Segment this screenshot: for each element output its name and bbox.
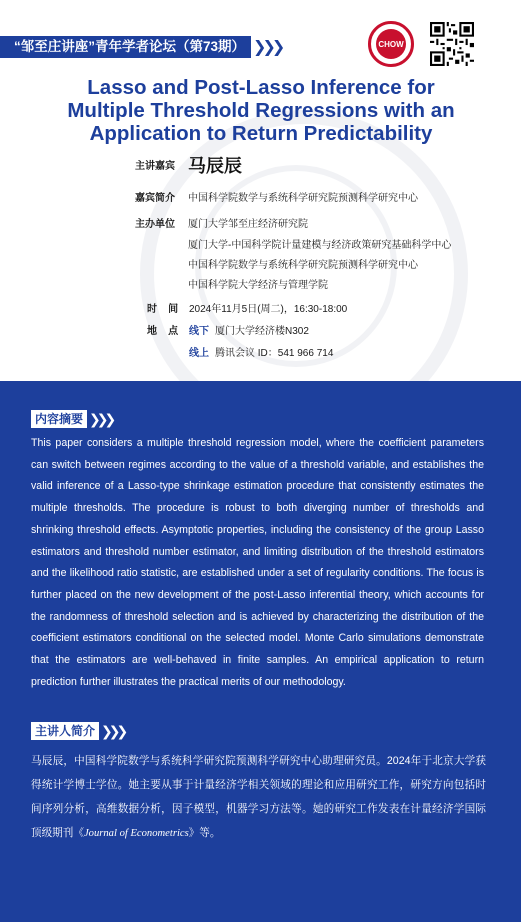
- bio-heading: [31, 722, 124, 740]
- talk-title: [20, 76, 502, 145]
- poster-header: [0, 0, 521, 381]
- logo-text: CHOW: [376, 29, 406, 59]
- abstract-heading: [31, 410, 112, 428]
- forum-banner-text: “邹至庄讲座”青年学者论坛（第73期）: [0, 36, 251, 58]
- offline-location: [189, 322, 309, 337]
- chevrons-icon: ❯❯❯: [253, 39, 282, 56]
- intro-label: 嘉宾简介: [135, 193, 175, 204]
- offline-value: 厦门大学经济楼N302: [215, 326, 309, 337]
- chevrons-icon: ❯❯❯: [101, 722, 125, 739]
- offline-tag: 线下: [189, 326, 209, 337]
- abstract-heading-text: 内容摘要: [31, 410, 87, 428]
- organizer-label: 主办单位: [135, 219, 175, 230]
- talk-title-line: Multiple Threshold Regressions with an: [67, 99, 455, 122]
- online-value: 腾讯会议 ID：541 966 714: [215, 348, 334, 359]
- abstract-text: This paper considers a multiple threshold regression model, where the coefficient parameters can switch between regimes according to the value of a threshold variable, and establishes the valid inference of a Lasso-type shrinkage estimation procedure that consistently estimates the multiple thresholds. The procedure is robust to both diverging number of thresholds and shrinking threshold effects. Asymptotic properties, including the consistency of the group Lasso estimators and threshold number estimator, and limiting distribution of the threshold estimators and the likelihood ratio statistic, are established under a set of regularity conditions. The focus is further placed on the new development of the post-Lasso inferential theory, which accounts for the randomness of threshold selection and is achieved by characterizing the distribution of the coefficient estimators conditional on the selected model. Monte Carlo simulations demonstrate that the estimators are well-behaved in finite samples. An empirical application to return prediction further illustrates the practical merits of our methodology.: [31, 437, 484, 688]
- bio-text: [31, 749, 486, 846]
- time-value: 2024年11月5日(周二)，16:30-18:00: [189, 304, 348, 315]
- location-label: 地 点: [147, 326, 179, 337]
- content-panel: [0, 381, 521, 922]
- bio-heading-text: 主讲人简介: [31, 722, 99, 740]
- organizer-item: 中国科学院大学经济与管理学院: [188, 280, 328, 291]
- intro-value: 中国科学院数学与系统科学研究院预测科学研究中心: [188, 193, 418, 204]
- online-location: [189, 344, 333, 359]
- organizer-item: 厦门大学-中国科学院计量建模与经济政策研究基础科学中心: [188, 240, 452, 251]
- talk-title-line: Application to Return Predictability: [89, 122, 433, 145]
- bio-text-end: 》等。: [188, 827, 221, 839]
- talk-title-line: Lasso and Post-Lasso Inference for: [87, 76, 435, 99]
- chevrons-icon: ❯❯❯: [89, 410, 113, 427]
- time-label: 时 间: [147, 304, 179, 315]
- qr-code-icon: [430, 22, 474, 66]
- organizer-item: 厦门大学邹至庄经济研究院: [188, 219, 308, 230]
- forum-banner: [0, 36, 300, 58]
- speaker-label: 主讲嘉宾: [135, 161, 175, 172]
- speaker-name: 马辰辰: [188, 156, 242, 176]
- chow-institute-logo: [368, 21, 414, 67]
- journal-name: Journal of Econometrics: [83, 828, 189, 839]
- organizer-item: 中国科学院数学与系统科学研究院预测科学研究中心: [188, 260, 418, 271]
- online-tag: 线上: [189, 348, 209, 359]
- bio-text-main: 马辰辰，中国科学院数学与系统科学研究院预测科学研究中心助理研究员。2024年于北京大学获得统计学博士学位。她主要从事于计量经济学相关领域的理论和应用研究工作，研究方向包括时间序列分析，高维数据分析，因子模型，机器学习方法等。她的研究工作发表在计量经济学国际顶级期刊《: [31, 755, 486, 839]
